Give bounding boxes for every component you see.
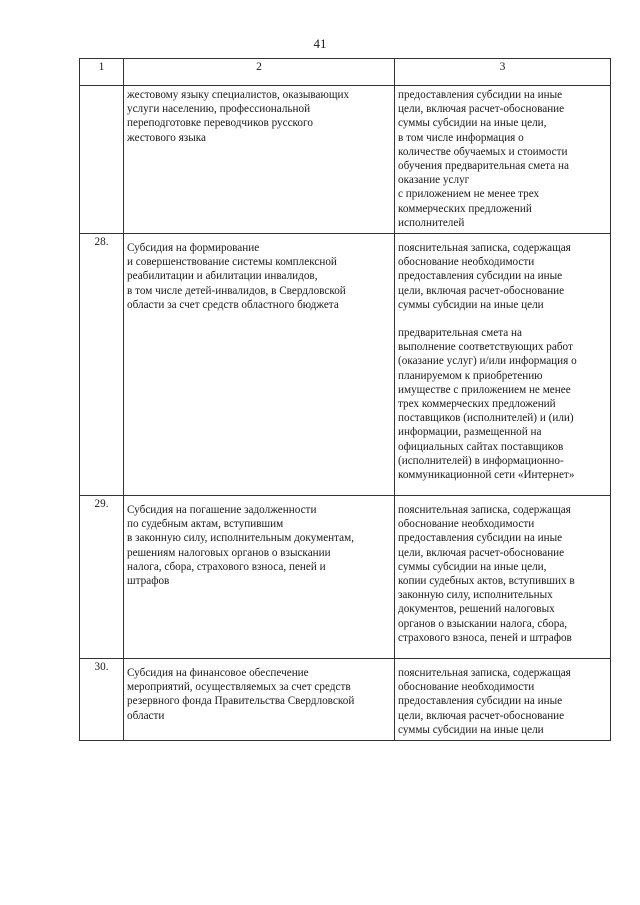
row-number: 29.	[80, 496, 124, 659]
table-row-30	[80, 659, 611, 741]
row-documents-part-2: предварительная смета на выполнение соответствующих работ (оказание услуг) и/или информация о планируемом к приобретению имуществе с приложением не менее трех коммерческих предложений поставщиков (исполнителей) и (или) информации, размещенной на официальных сайтах поставщиков (исполнителей) в информационно- коммуникационной сети «Интернет»	[398, 327, 577, 482]
table-row-continuation	[80, 86, 611, 234]
row-number: 28.	[80, 234, 124, 496]
row-description: Субсидия на формирование и совершенствование системы комплексной реабилитации и абилитации инвалидов, в том числе детей-инвалидов, в Свердловской области за счет средств областного бюджета	[124, 234, 395, 496]
row-documents-part-1: пояснительная записка, содержащая обоснование необходимости предоставления субсидии на иные цели, включая расчет-обоснование суммы субсидии на иные цели	[398, 242, 571, 311]
table-header-row	[80, 59, 611, 86]
table-row-29	[80, 496, 611, 659]
document-table	[79, 58, 611, 741]
header-col-2: 2	[124, 59, 395, 86]
row-number: 30.	[80, 659, 124, 741]
row-number-empty	[80, 86, 124, 234]
row-documents: пояснительная записка, содержащая обоснование необходимости предоставления субсидии на иные цели, включая расчет-обоснование суммы субсидии на иные цели, копии судебных актов, вступивших в законную силу, исполнительных документов, решений налоговых органов о взыскании налога, сбора, страхового взноса, пеней и штрафов	[395, 496, 611, 659]
row-description: жестовому языку специалистов, оказывающих услуги населению, профессиональной переподготовке переводчиков русского жестового языка	[124, 86, 395, 234]
page-number: 41	[313, 36, 327, 51]
row-documents: предоставления субсидии на иные цели, включая расчет-обоснование суммы субсидии на иные цели, в том числе информация о количестве обучаемых и стоимости обучения предварительная смета на оказание услуг с приложением не менее трех коммерческих предложений исполнителей	[395, 86, 611, 234]
row-documents: пояснительная записка, содержащая обоснование необходимости предоставления субсидии на иные цели, включая расчет-обоснование суммы субсидии на иные цели	[395, 659, 611, 741]
header-col-1: 1	[80, 59, 124, 86]
header-col-3: 3	[395, 59, 611, 86]
row-description: Субсидия на финансовое обеспечение мероприятий, осуществляемых за счет средств резервного фонда Правительства Свердловской области	[124, 659, 395, 741]
row-description: Субсидия на погашение задолженности по судебным актам, вступившим в законную силу, исполнительным документам, решениям налоговых органов о взыскании налога, сбора, страхового взноса, пеней и штрафов	[124, 496, 395, 659]
row-documents	[395, 234, 611, 496]
table-row-28	[80, 234, 611, 496]
